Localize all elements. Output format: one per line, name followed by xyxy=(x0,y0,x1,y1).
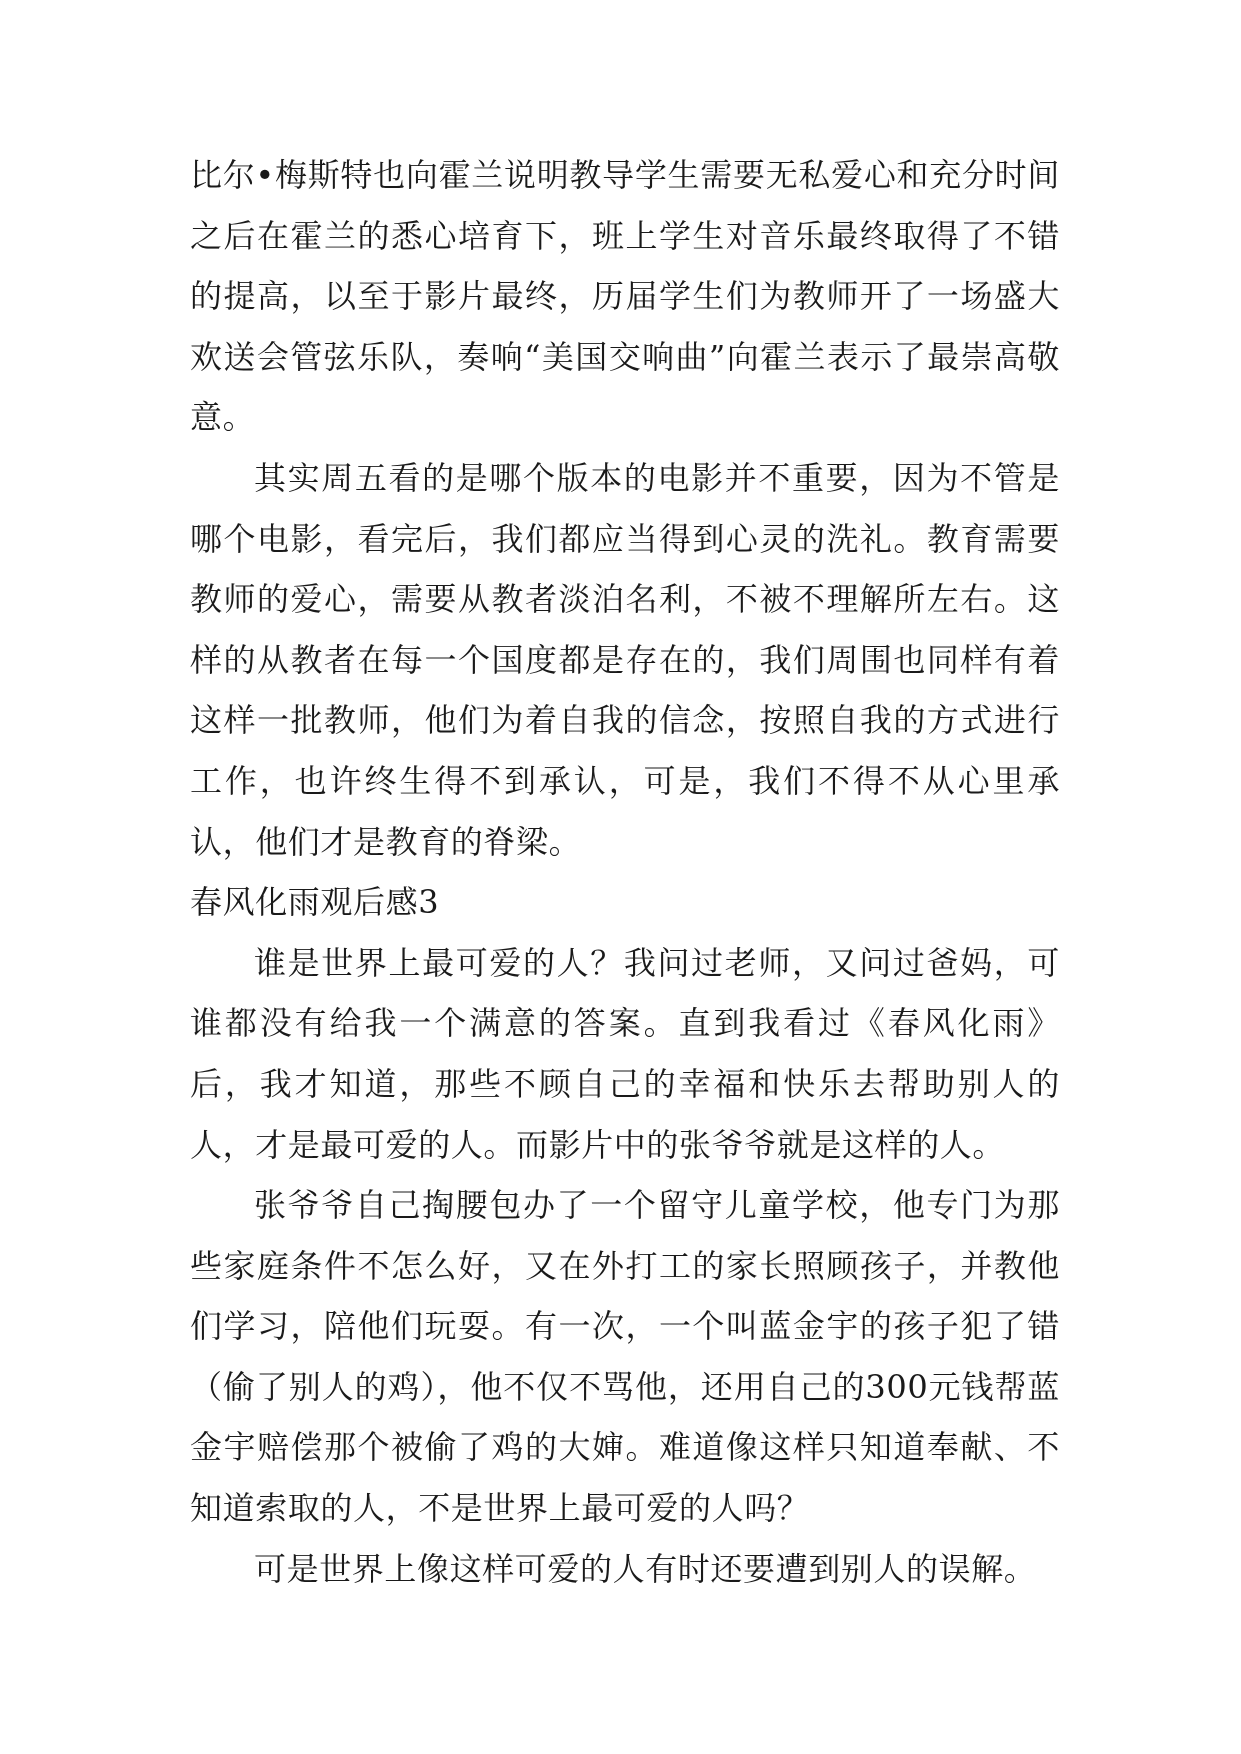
paragraph-misunderstanding: 可是世界上像这样可爱的人有时还要遭到别人的误解。 xyxy=(254,1549,1037,1588)
document-body xyxy=(190,145,1060,1599)
paragraph-teacher-reflection: 其实周五看的是哪个版本的电影并不重要，因为不管是哪个电影，看完后，我们都应当得到心灵的洗礼。教育需要教师的爱心，需要从教者淡泊名利，不被不理解所左右。这样的从教者在每一个国度都是存在的，我们周围也同样有着这样一批教师，他们为着自我的信念，按照自我的方式进行工作，也许终生得不到承认，可是，我们不得不从心里承认，他们才是教育的脊梁。 xyxy=(190,458,1060,861)
section-heading: 春风化雨观后感3 xyxy=(190,883,440,922)
paragraph-grandpa-zhang: 张爷爷自己掏腰包办了一个留守儿童学校，他专门为那些家庭条件不怎么好，又在外打工的家长照顾孩子，并教他们学习，陪他们玩耍。有一次，一个叫蓝金宇的孩子犯了错（偷了别人的鸡），他不仅不骂他，还用自己的300元钱帮蓝金宇赔偿那个被偷了鸡的大婶。难道像这样只知道奉献、不知道索取的人，不是世界上最可爱的人吗？ xyxy=(190,1186,1060,1528)
paragraph-holland-summary: 比尔•梅斯特也向霍兰说明教导学生需要无私爱心和充分时间之后在霍兰的悉心培育下，班上学生对音乐最终取得了不错的提高，以至于影片最终，历届学生们为教师开了一场盛大欢送会管弦乐队，奏响“美国交响曲”向霍兰表示了最崇高敬意。 xyxy=(190,156,1060,437)
paragraph-lovable-person: 谁是世界上最可爱的人？我问过老师，又问过爸妈，可谁都没有给我一个满意的答案。直到我看过《春风化雨》后，我才知道，那些不顾自己的幸福和快乐去帮助别人的人，才是最可爱的人。而影片中的张爷爷就是这样的人。 xyxy=(190,943,1060,1164)
